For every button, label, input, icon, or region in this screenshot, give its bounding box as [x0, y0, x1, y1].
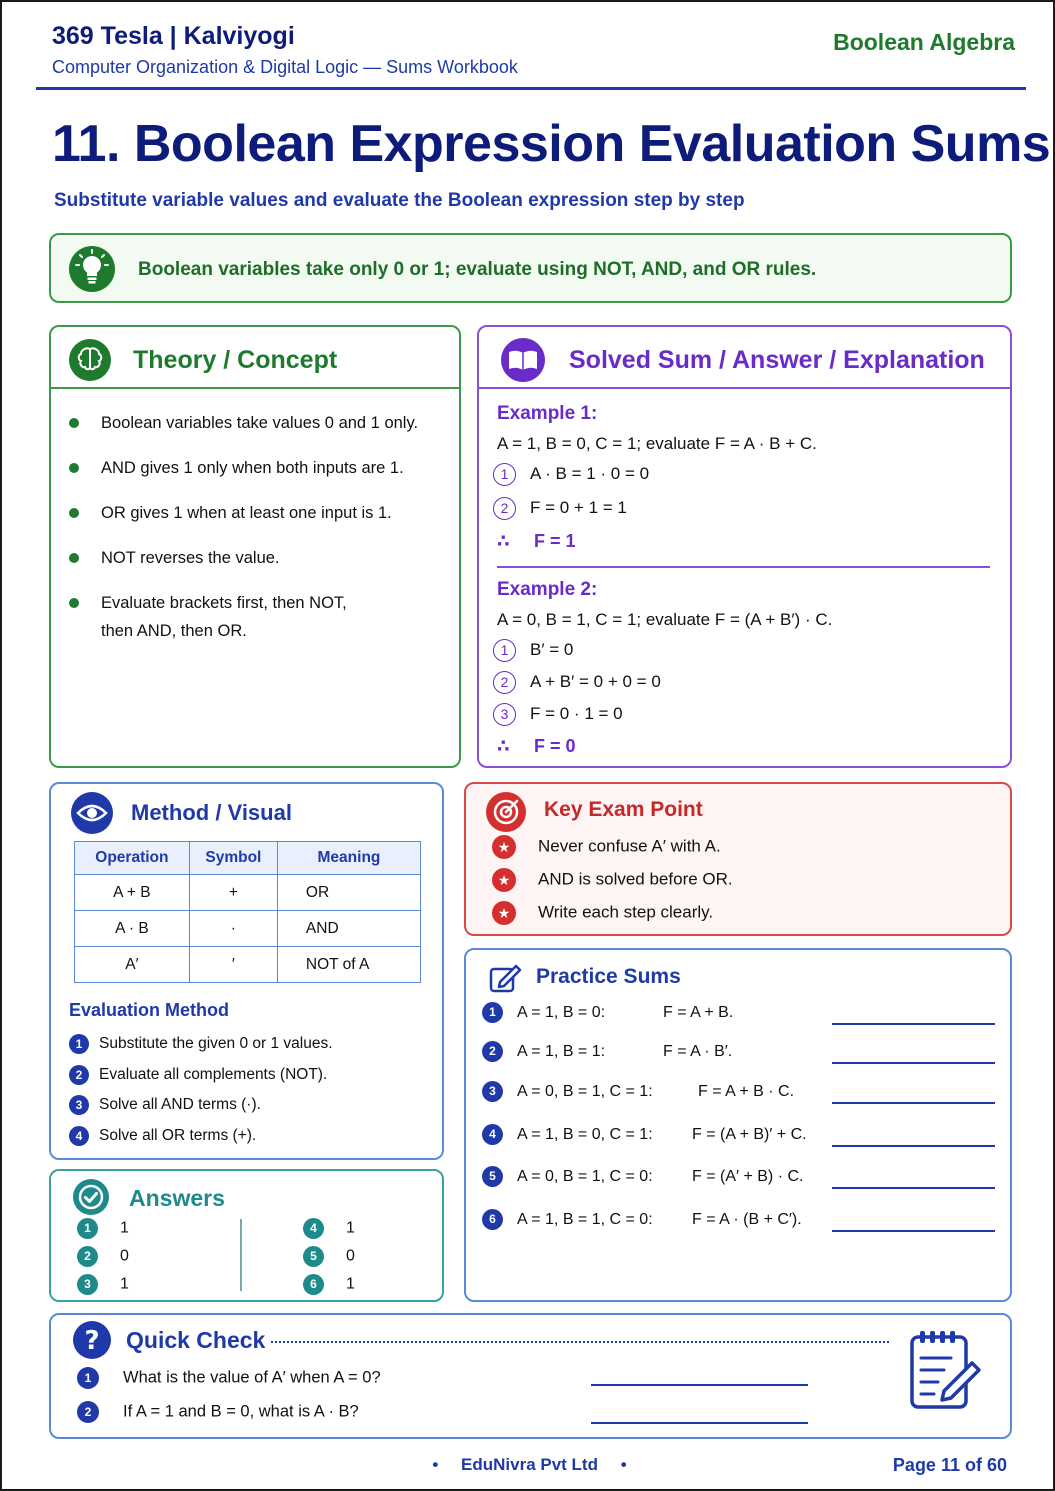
list-item: Evaluate brackets first, then NOT, then AND, then OR. — [69, 589, 369, 645]
answer-number-2: 2 — [77, 1246, 98, 1267]
answers-heading: Answers — [129, 1185, 225, 1211]
bullet-dot-icon — [69, 463, 79, 473]
bullet-dot-icon: • — [432, 1455, 439, 1474]
table-cell: ′ — [189, 947, 277, 983]
answer-number-1: 1 — [77, 1218, 98, 1239]
answer-number-3: 3 — [77, 1274, 98, 1295]
quick-check-card — [49, 1313, 1012, 1439]
evaluation-steps — [69, 1034, 333, 1156]
key-exam-list — [492, 835, 733, 934]
dotted-divider — [271, 1341, 889, 1343]
table-cell: · — [189, 911, 277, 947]
table-header-row — [75, 842, 421, 875]
step-number-4: 4 — [69, 1126, 89, 1146]
bullet-dot-icon — [69, 418, 79, 428]
list-item: 4 Solve all OR terms (+). — [69, 1126, 333, 1157]
answer-number-4: 4 — [303, 1218, 324, 1239]
eye-icon — [71, 792, 113, 834]
step-number-2: 2 — [493, 497, 516, 520]
footer-company: • EduNivra Pvt Ltd • — [432, 1455, 627, 1474]
answers-column-left — [77, 1218, 129, 1302]
example-2-step: 2 A + B′ = 0 + 0 = 0 — [493, 671, 661, 697]
brain-icon — [69, 339, 111, 381]
answers-card — [49, 1169, 444, 1302]
brand-title: 369 Tesla | Kalviyogi — [52, 22, 295, 50]
example-1-question: A = 1, B = 0, C = 1; evaluate F = A · B + C. — [497, 434, 817, 453]
target-icon — [486, 792, 526, 832]
table-cell: + — [189, 875, 277, 911]
svg-text:?: ? — [84, 1326, 100, 1356]
open-book-icon — [501, 338, 545, 382]
topic-label: Boolean Algebra — [833, 29, 1015, 55]
list-item: 2 Evaluate all complements (NOT). — [69, 1065, 333, 1096]
column-header: Operation — [75, 842, 190, 875]
list-item: 5 0 — [303, 1246, 355, 1274]
step-number-1: 1 — [69, 1034, 89, 1054]
brand-subtitle: Computer Organization & Digital Logic — Sums Workbook — [52, 57, 518, 77]
practice-item: 1 A = 1, B = 0: F = A + B. — [482, 1002, 997, 1028]
list-item: NOT reverses the value. — [69, 544, 449, 572]
page-title: 11. Boolean Expression Evaluation Sums — [52, 115, 1051, 173]
page-subtitle: Substitute variable values and evaluate the Boolean expression step by step — [54, 190, 745, 211]
example-1-step: 2 F = 0 + 1 = 1 — [493, 497, 627, 523]
check-circle-icon — [73, 1179, 109, 1215]
tip-text: Boolean variables take only 0 or 1; evaluate using NOT, AND, and OR rules. — [138, 259, 817, 280]
solved-card — [477, 325, 1012, 768]
key-exam-card — [464, 782, 1012, 936]
quick-check-heading: Quick Check — [126, 1327, 266, 1353]
method-heading: Method / Visual — [131, 800, 292, 825]
list-item: 1 1 — [77, 1218, 129, 1246]
operations-table — [74, 841, 421, 983]
example-1-answer: ∴ F = 1 — [497, 531, 576, 551]
practice-number-6: 6 — [482, 1209, 503, 1230]
quick-check-question: 2 If A = 1 and B = 0, what is A · B? — [77, 1401, 359, 1423]
table-cell: OR — [277, 875, 420, 911]
example-2-step: 1 B′ = 0 — [493, 639, 573, 665]
column-header: Meaning — [277, 842, 420, 875]
answer-number-6: 6 — [303, 1274, 324, 1295]
answers-column-right — [303, 1218, 355, 1302]
list-item: 4 1 — [303, 1218, 355, 1246]
list-item: Boolean variables take values 0 and 1 only. — [69, 409, 449, 437]
theory-list — [69, 409, 449, 662]
bullet-dot-icon: • — [620, 1455, 627, 1474]
answer-line[interactable] — [832, 1187, 995, 1189]
example-2-answer: ∴ F = 0 — [497, 736, 576, 756]
answer-line[interactable] — [832, 1230, 995, 1232]
theory-header — [51, 327, 459, 389]
practice-number-4: 4 — [482, 1124, 503, 1145]
table-cell: A + B — [75, 875, 190, 911]
tip-banner — [49, 233, 1012, 303]
therefore-icon: ∴ — [497, 736, 510, 756]
practice-item: 2 A = 1, B = 1: F = A · B′. — [482, 1041, 997, 1067]
list-item: 2 0 — [77, 1246, 129, 1274]
practice-item: 5 A = 0, B = 1, C = 0: F = (A′ + B) · C. — [482, 1166, 997, 1192]
lightbulb-icon — [69, 246, 115, 292]
list-item: 3 1 — [77, 1274, 129, 1302]
answer-line[interactable] — [591, 1384, 808, 1386]
table-row — [75, 947, 421, 983]
page-number: Page 11 of 60 — [892, 1455, 1007, 1475]
example-2-step: 3 F = 0 · 1 = 0 — [493, 703, 623, 729]
bullet-dot-icon — [69, 553, 79, 563]
key-exam-heading: Key Exam Point — [544, 798, 703, 821]
practice-number-3: 3 — [482, 1081, 503, 1102]
list-item: 3 Solve all AND terms (·). — [69, 1095, 333, 1126]
table-row — [75, 911, 421, 947]
answer-line[interactable] — [832, 1145, 995, 1147]
practice-number-2: 2 — [482, 1041, 503, 1062]
example-divider — [497, 566, 990, 568]
step-number-2: 2 — [69, 1065, 89, 1085]
question-icon — [73, 1321, 111, 1359]
example-1-label: Example 1: — [497, 403, 598, 424]
question-number-2: 2 — [77, 1401, 99, 1423]
solved-heading: Solved Sum / Answer / Explanation — [569, 346, 985, 374]
step-number-3: 3 — [69, 1095, 89, 1115]
list-item: ★ Never confuse A′ with A. — [492, 835, 733, 868]
step-number-3: 3 — [493, 703, 516, 726]
example-2-question: A = 0, B = 1, C = 1; evaluate F = (A + B′) · C. — [497, 610, 833, 629]
star-icon: ★ — [492, 901, 516, 925]
bullet-dot-icon — [69, 598, 79, 608]
list-item: ★ Write each step clearly. — [492, 901, 733, 934]
quick-check-question: 1 What is the value of A′ when A = 0? — [77, 1367, 381, 1389]
step-number-2: 2 — [493, 671, 516, 694]
step-number-1: 1 — [493, 639, 516, 662]
answer-line[interactable] — [832, 1023, 995, 1025]
practice-item: 3 A = 0, B = 1, C = 1: F = A + B · C. — [482, 1081, 997, 1107]
practice-card — [464, 948, 1012, 1302]
star-icon: ★ — [492, 868, 516, 892]
practice-item: 6 A = 1, B = 1, C = 0: F = A · (B + C′). — [482, 1209, 997, 1235]
example-1-step: 1 A · B = 1 · 0 = 0 — [493, 463, 649, 489]
step-number-1: 1 — [493, 463, 516, 486]
header-divider — [36, 87, 1026, 90]
list-item: 6 1 — [303, 1274, 355, 1302]
solved-header — [479, 327, 1010, 389]
answer-number-5: 5 — [303, 1246, 324, 1267]
table-cell: NOT of A — [277, 947, 420, 983]
practice-number-5: 5 — [482, 1166, 503, 1187]
table-cell: A′ — [75, 947, 190, 983]
evaluation-method-title: Evaluation Method — [69, 1000, 230, 1020]
answer-line[interactable] — [832, 1102, 995, 1104]
bullet-dot-icon — [69, 508, 79, 518]
list-item: AND gives 1 only when both inputs are 1. — [69, 454, 449, 482]
table-cell: AND — [277, 911, 420, 947]
list-item: OR gives 1 when at least one input is 1. — [69, 499, 449, 527]
answer-line[interactable] — [832, 1062, 995, 1064]
therefore-icon: ∴ — [497, 531, 510, 551]
theory-card — [49, 325, 461, 768]
practice-number-1: 1 — [482, 1002, 503, 1023]
column-header: Symbol — [189, 842, 277, 875]
list-item: ★ AND is solved before OR. — [492, 868, 733, 901]
table-row — [75, 875, 421, 911]
practice-item: 4 A = 1, B = 0, C = 1: F = (A + B)′ + C. — [482, 1124, 997, 1150]
answers-divider — [240, 1219, 242, 1291]
clipboard-pencil-icon — [906, 1325, 986, 1420]
practice-heading: Practice Sums — [536, 965, 681, 988]
table-cell: A · B — [75, 911, 190, 947]
question-number-1: 1 — [77, 1367, 99, 1389]
pencil-square-icon — [486, 958, 526, 998]
list-item: 1 Substitute the given 0 or 1 values. — [69, 1034, 333, 1065]
method-card — [49, 782, 444, 1160]
answer-line[interactable] — [591, 1422, 808, 1424]
theory-heading: Theory / Concept — [133, 346, 338, 374]
example-2-label: Example 2: — [497, 579, 598, 600]
star-icon: ★ — [492, 835, 516, 859]
